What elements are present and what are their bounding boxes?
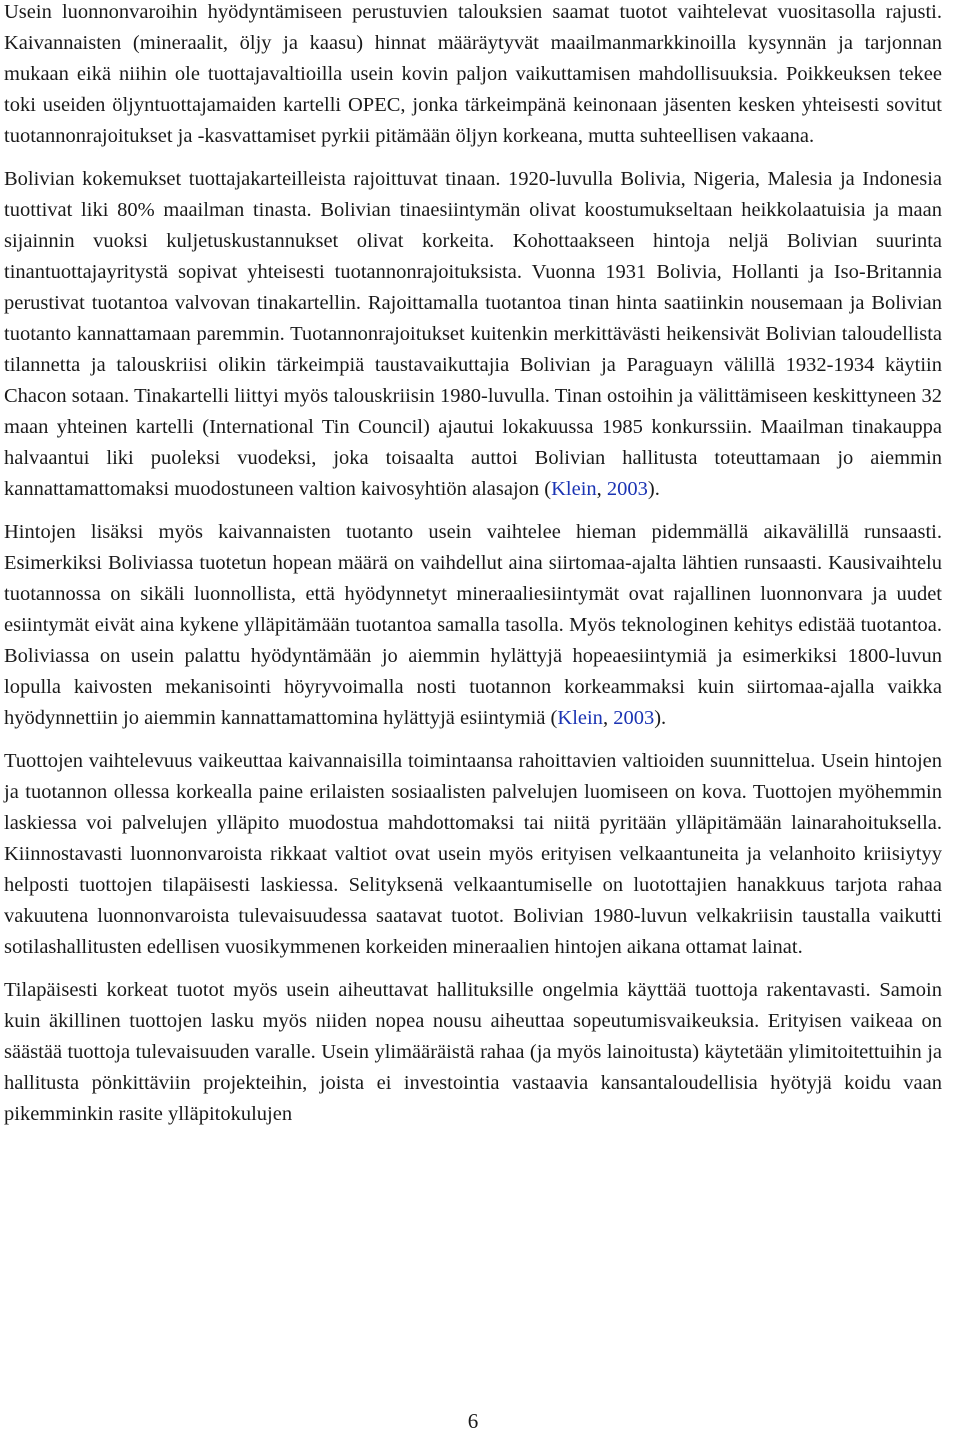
paragraph-1 [4, 0, 942, 152]
citation-link[interactable]: 2003 [613, 707, 655, 729]
document-page [4, 0, 942, 1130]
citation-link[interactable]: 2003 [606, 478, 648, 500]
paragraph-text: Tuottojen vaihtelevuus vaikeuttaa kaivannaisilla toimintaansa rahoittavien valtioiden suunnittelua. Usein hintojen ja tuotannon ollessa korkealla paine erilaisten sosiaalisten palvelujen luomiseen on kova. Tuottojen myöhemmin laskiessa voi palvelujen ylläpito muodostua mahdottomaksi tai niitä pyritään ylläpitämään lainarahoituksella. Kiinnostavasti luonnonvaroista rikkaat valtiot ovat usein myös erityisen velkaantuneita ja velanhoito kriisiytyy helposti tuottojen tilapäisesti laskiessa. Selityksenä velkaantumiselle on luotottajien hanakkuus tarjota rahaa vakuutena luonnonvaroista tulevaisuudessa saatavat tuotot. Bolivian 1980-luvun velkakriisin taustalla vaikutti sotilashallitusten edellisen vuosikymmenen korkeiden mineraalien hintojen aikana ottamat lainat. [4, 750, 942, 958]
paragraph-text: Usein luonnonvaroihin hyödyntämiseen perustuvien talouksien saamat tuotot vaihtelevat vuositasolla rajusti. Kaivannaisten (mineraalit, öljy ja kaasu) hinnat määräytyvät maailmanmarkkinoilla kysynnän ja tarjonnan mukaan eikä niihin ole tuottajavaltioilla usein kovin paljon vaikuttamisen mahdollisuuksia. Poikkeuksen tekee toki useiden öljyntuottajamaiden kartelli OPEC, jonka tärkeimpänä keinonaan jäsenten kesken yhteisesti sovitut tuotannonrajoitukset ja -kasvattamiset pyrkii pitämään öljyn korkeana, mutta suhteellisen vakaana. [4, 1, 942, 147]
citation-link[interactable]: Klein [557, 707, 603, 729]
paragraph-3 [4, 517, 942, 734]
paragraph-text: ). [647, 478, 660, 500]
body-text [4, 0, 942, 1130]
paragraph-text: Tilapäisesti korkeat tuotot myös usein aiheuttavat hallituksille ongelmia käyttää tuottoja rakentavasti. Samoin kuin äkillinen tuottojen lasku myös niiden nopea nousu aiheuttaa sopeutumisvaikeuksia. Erityisen vaikeaa on säästää tuottoja tulevaisuuden varalle. Usein ylimääräistä rahaa (ja myös lainoitusta) käytetään ylimitoitettuihin ja hallitusta pönkittäviin projekteihin, joista ei investointia vastaavia kansantaloudellisia hyötyjä koidu vaan pikemminkin rasite ylläpitokulujen [4, 979, 942, 1125]
paragraph-text: Bolivian kokemukset tuottajakarteilleista rajoittuvat tinaan. 1920-luvulla Bolivia, Nigeria, Malesia ja Indonesia tuottivat liki 80% maailman tinasta. Bolivian tinaesiintymän olivat koostumukseltaan heikkolaatuisia ja maan sijainnin vuoksi kuljetuskustannukset olivat korkeita. Kohottaakseen hintoja neljä Bolivian suurinta tinantuottajayritystä sopivat yhteisesti tuotannonrajoituksista. Vuonna 1931 Bolivia, Hollanti ja Iso-Britannia perustivat tuotantoa valvovan tinakartellin. Rajoittamalla tuotantoa tinan hinta saatiinkin nousemaan ja Bolivian tuotanto kannattamaan paremmin. Tuotannonrajoitukset kuitenkin merkittävästi heikensivät Bolivian taloudellista tilannetta ja talouskriisi olikin tärkeimpiä taustavaikuttajia Bolivian ja Paraguayn välillä 1932-1934 käytiin Chacon sotaan. Tinakartelli liittyi myös talouskriisin 1980-luvulla. Tinan ostoihin ja välittämiseen keskittyneen 32 maan yhteinen kartelli (International Tin Council) ajautui lokakuussa 1985 konkurssiin. Maailman tinakauppa halvaantui liki puoleksi vuodeksi, joka toisaalta auttoi Bolivian hallitusta toteuttamaan jo aiemmin kannattamattomaksi muodostuneen valtion kaivosyhtiön alasajon ( [4, 168, 942, 500]
citation-link[interactable]: Klein [551, 478, 597, 500]
paragraph-text: ). [654, 707, 667, 729]
paragraph-text: , [602, 707, 614, 729]
paragraph-text: , [596, 478, 607, 500]
page-number: 6 [467, 1409, 479, 1433]
paragraph-2 [4, 164, 942, 505]
paragraph-text: Hintojen lisäksi myös kaivannaisten tuotanto usein vaihtelee hieman pidemmällä aikavälillä runsaasti. Esimerkiksi Boliviassa tuotetun hopean määrä on vaihdellut aina siirtomaa-ajalta lähtien runsaasti. Kausivaihtelu tuotannossa on sikäli luonnollista, että hyödynnetyt mineraaliesiintymät ovat rajallinen luonnonvara ja uudet esiintymät eivät aina kykene ylläpitämään tuotantoa samalla tasolla. Myös teknologinen kehitys edistää tuotantoa. Boliviassa on usein palattu hyödyntämään jo aiemmin hylättyjä hopeaesiintymiä ja esimerkiksi 1800-luvun lopulla kaivosten mekanisointi höyryvoimalla nosti tuotannon korkeammaksi kuin siirtomaa-ajalla vaikka hyödynnettiin jo aiemmin kannattamattomina hylättyjä esiintymiä ( [4, 521, 942, 729]
paragraph-4 [4, 746, 942, 963]
paragraph-5 [4, 975, 942, 1130]
